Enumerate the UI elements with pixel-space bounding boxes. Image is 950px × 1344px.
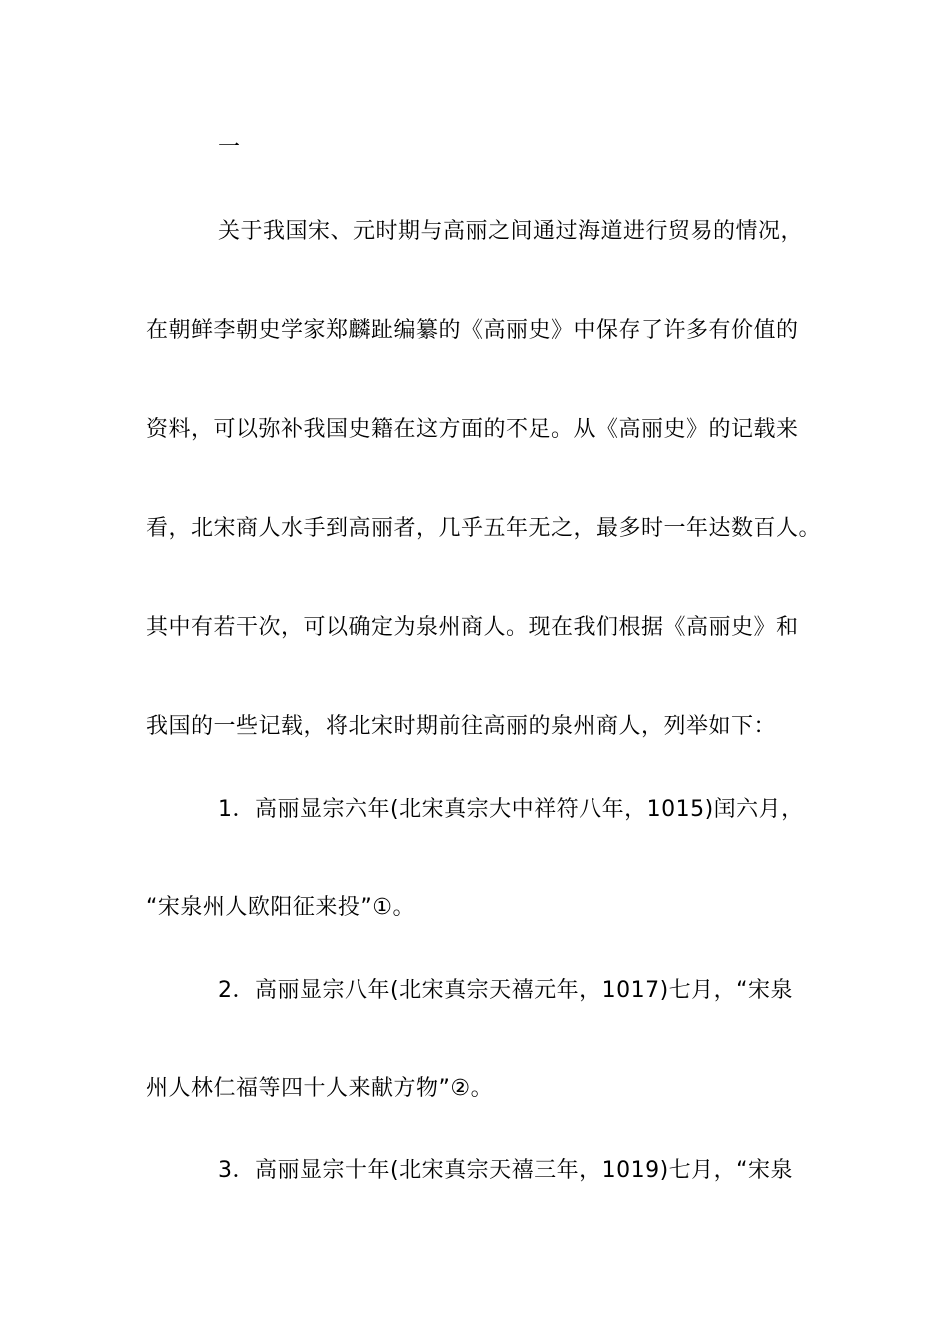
section-number: 一 xyxy=(218,135,241,160)
paragraph-line: 看，北宋商人水手到高丽者，几乎五年无之，最多时一年达数百人。 xyxy=(146,516,822,541)
paragraph-line: 资料，可以弥补我国史籍在这方面的不足。从《高丽史》的记载来 xyxy=(146,417,799,442)
list-item-1-continuation: “宋泉州人欧阳征来投”①。 xyxy=(146,895,416,920)
list-item-2-continuation: 州人林仁福等四十人来献方物”②。 xyxy=(146,1076,494,1101)
paragraph-line: 关于我国宋、元时期与高丽之间通过海道进行贸易的情况， xyxy=(218,219,804,244)
paragraph-line: 其中有若干次，可以确定为泉州商人。现在我们根据《高丽史》和 xyxy=(146,615,799,640)
list-item-3-line: 3．高丽显宗十年(北宋真宗天禧三年，1019)七月，“宋泉 xyxy=(218,1158,794,1183)
paragraph-line: 在朝鲜李朝史学家郑麟趾编纂的《高丽史》中保存了许多有价值的 xyxy=(146,318,799,343)
list-item-2-line: 2．高丽显宗八年(北宋真宗天禧元年，1017)七月，“宋泉 xyxy=(218,978,794,1003)
list-item-1-line: 1．高丽显宗六年(北宋真宗大中祥符八年，1015)闰六月， xyxy=(218,797,804,822)
paragraph-line: 我国的一些记载，将北宋时期前往高丽的泉州商人，列举如下： xyxy=(146,714,777,739)
